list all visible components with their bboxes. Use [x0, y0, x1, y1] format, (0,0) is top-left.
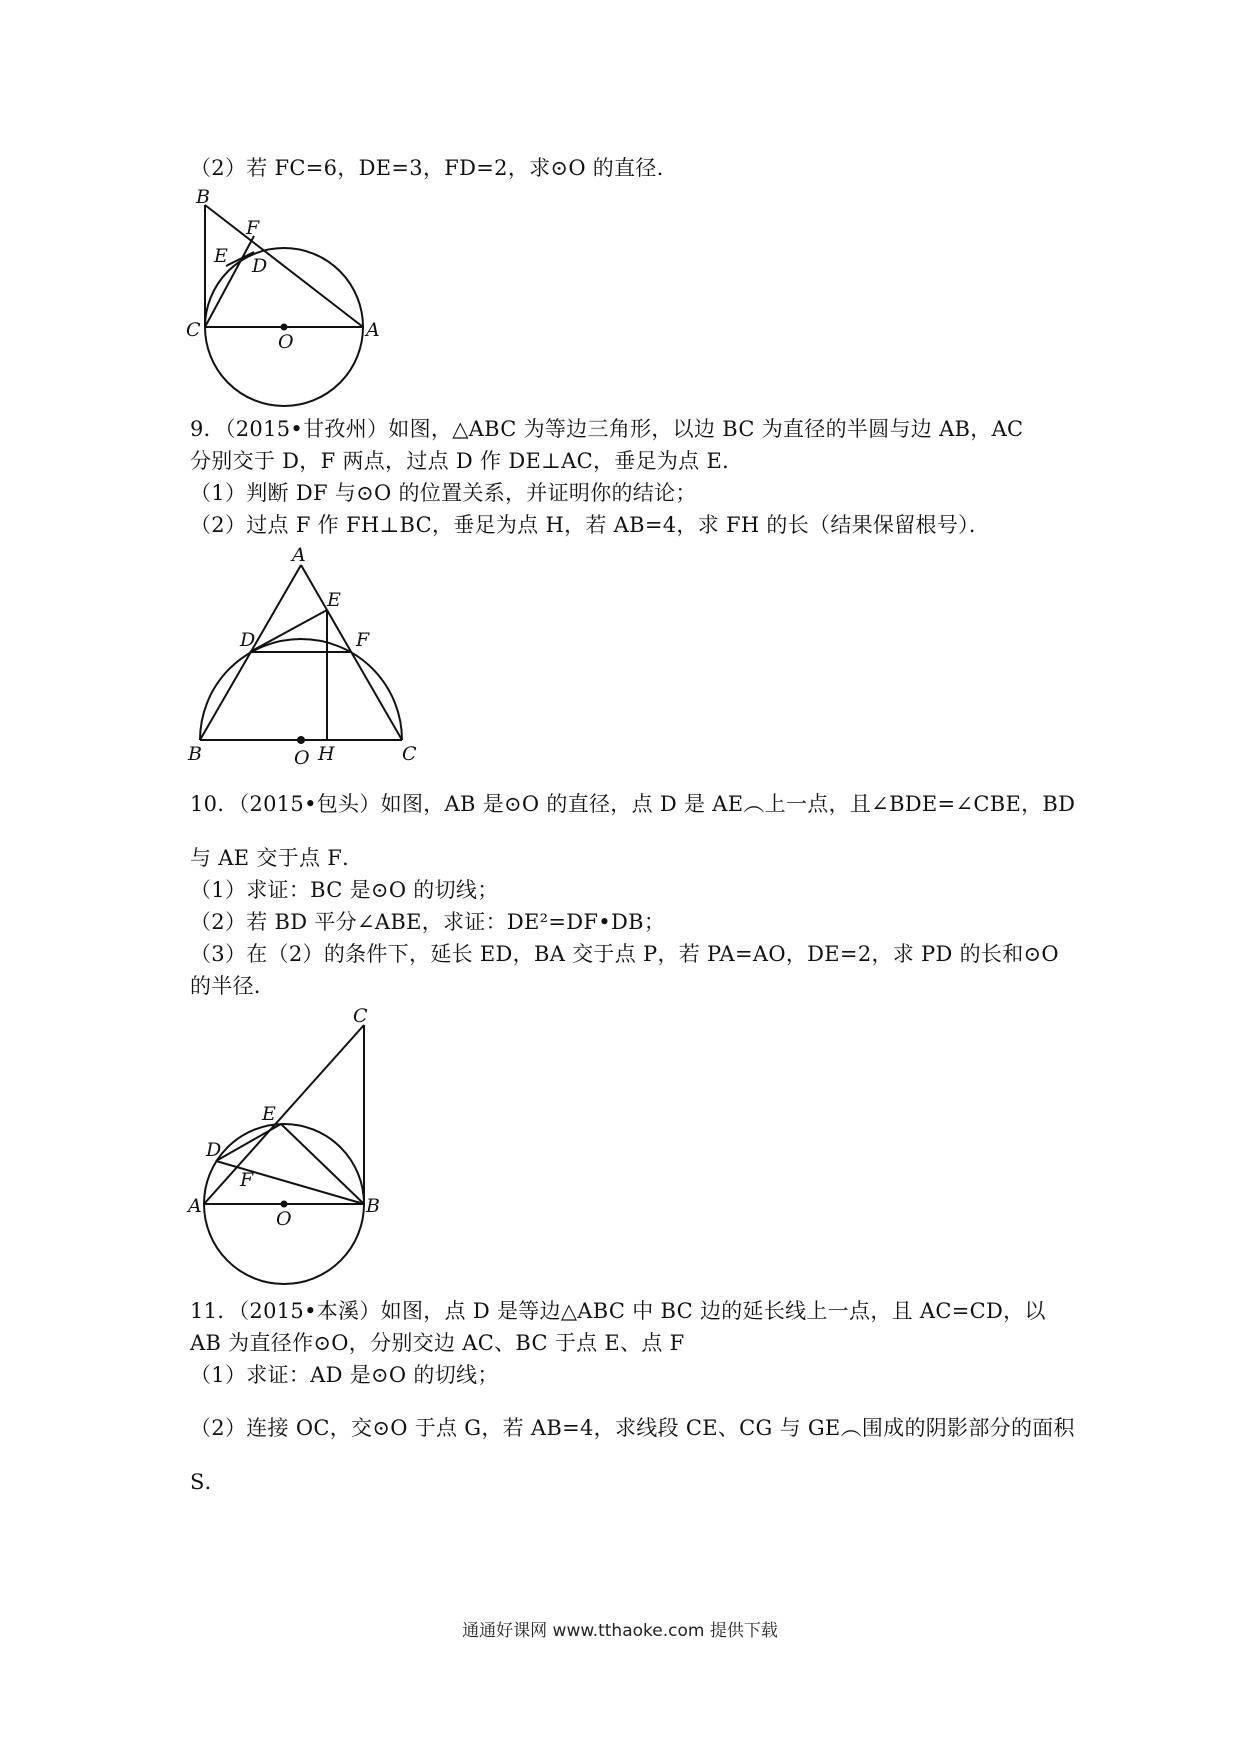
q10-part1: （1）求证：BC 是⊙O 的切线； [190, 878, 499, 902]
label-d: D [240, 629, 256, 651]
label-e: E [327, 589, 341, 611]
q9-line1: 9．（2015•甘孜州）如图，△ABC 为等边三角形，以边 BC 为直径的半圆与边 AB，AC [190, 417, 1024, 441]
q11-line5: S． [190, 1470, 226, 1494]
segment-ac [204, 1025, 364, 1204]
page-footer: 通通好课网 www.tthaoke.com 提供下载 [462, 1621, 778, 1641]
q8-part2: （2）若 FC=6，DE=3，FD=2，求⊙O 的直径． [190, 156, 679, 180]
q11-line1: 11．（2015•本溪）如图，点 D 是等边△ABC 中 BC 边的延长线上一点，且 AC=CD，以 [190, 1299, 1046, 1323]
label-o: O [294, 747, 310, 769]
label-f: F [356, 629, 370, 651]
q9-line2: 分别交于 D，F 两点，过点 D 作 DE⊥AC，垂足为点 E． [190, 449, 744, 473]
q10-line6: 的半径． [190, 974, 276, 998]
label-c: C [353, 1005, 368, 1027]
label-o: O [276, 1208, 292, 1230]
q10-line2: 与 AE 交于点 F． [190, 846, 364, 870]
q10-part2: （2）若 BD 平分∠ABE，求证：DE²=DF•DB； [190, 910, 666, 934]
label-d: D [206, 1139, 222, 1161]
q9-part1: （1）判断 DF 与⊙O 的位置关系，并证明你的结论； [190, 481, 697, 505]
label-a: A [366, 319, 380, 341]
label-b: B [196, 186, 210, 208]
label-o: O [278, 331, 294, 353]
label-b: B [188, 743, 202, 765]
label-c: C [402, 743, 417, 765]
center-dot [281, 1201, 288, 1208]
label-e: E [214, 245, 228, 267]
q11-part1: （1）求证：AD 是⊙O 的切线； [190, 1363, 499, 1387]
figure-q10-geometry [204, 1025, 364, 1284]
q10-part3: （3）在（2）的条件下，延长 ED，BA 交于点 P，若 PA=AO，DE=2，求 PD 的长和⊙O [190, 942, 1059, 966]
label-d: D [252, 255, 268, 277]
label-f: F [240, 1169, 254, 1191]
label-b: B [366, 1195, 380, 1217]
q11-part2: （2）连接 OC，交⊙O 于点 G，若 AB=4，求线段 CE、CG 与 GE︵围成的阴影部分的面积 [190, 1416, 1075, 1440]
q9-part2: （2）过点 F 作 FH⊥BC，垂足为点 H，若 AB=4，求 FH 的长（结果保留根号）． [190, 513, 991, 537]
q10-line1: 10．（2015•包头）如图，AB 是⊙O 的直径，点 D 是 AE︵上一点，且∠BDE=∠CBE，BD [190, 792, 1076, 816]
label-f: F [246, 217, 260, 239]
q11-line2: AB 为直径作⊙O，分别交边 AC、BC 于点 E、点 F [190, 1331, 685, 1355]
label-c: C [186, 319, 201, 341]
label-a: A [188, 1195, 202, 1217]
label-e: E [262, 1103, 276, 1125]
label-h: H [318, 743, 335, 765]
label-a: A [292, 544, 306, 566]
